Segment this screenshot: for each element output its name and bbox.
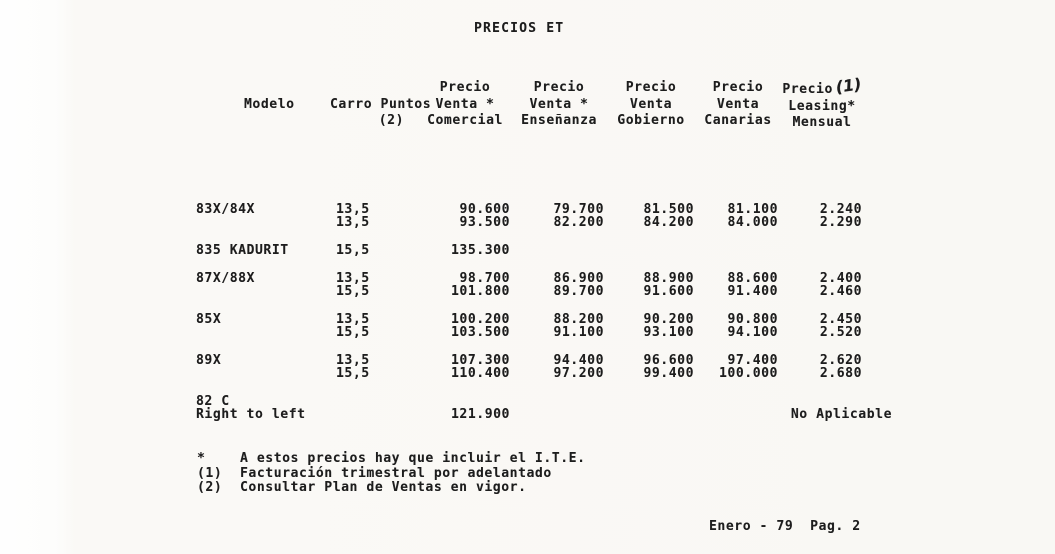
cell-precio-ensenanza: 91.100 <box>553 325 604 340</box>
footnote-text: Consultar Plan de Ventas en vigor. <box>240 480 527 496</box>
cell-modelo <box>196 216 330 229</box>
cell-precio-canarias: 81.100 <box>727 202 778 217</box>
cell-precio-leasing: 2.620 <box>819 353 862 368</box>
cell-precio-gobierno: 91.600 <box>643 284 694 299</box>
cell-carro-puntos: 15,5 <box>336 243 370 258</box>
cell-precio-gobierno: 84.200 <box>643 215 694 230</box>
cell-precio-canarias: 94.100 <box>727 325 778 340</box>
cell-precio-canarias: 97.400 <box>727 353 778 368</box>
cell-precio-ensenanza: 79.700 <box>553 202 604 217</box>
cell-precio-gobierno: 90.200 <box>643 312 694 327</box>
cell-precio-leasing: 2.460 <box>819 284 862 299</box>
header-gobierno-line3: Gobierno <box>617 113 685 128</box>
table-row <box>196 407 892 422</box>
header-canarias-line1: Precio <box>712 80 764 95</box>
cell-precio-gobierno: 99.400 <box>643 366 694 381</box>
cell-modelo: Right to left <box>196 407 306 422</box>
cell-precio-canarias: 90.800 <box>727 312 778 327</box>
cell-precio-ensenanza <box>512 244 606 257</box>
cell-precio-gobierno: 81.500 <box>643 202 694 217</box>
cell-precio-comercial: 110.400 <box>451 366 510 381</box>
cell-precio-gobierno: 96.600 <box>643 353 694 368</box>
header-leasing-line2: Leasing* <box>788 98 856 114</box>
cell-precio-leasing: 2.680 <box>819 366 862 381</box>
cell-precio-ensenanza <box>512 395 606 408</box>
header-precio-canarias <box>696 80 780 132</box>
header-canarias-line3: Canarias <box>704 113 772 128</box>
header-gobierno-line2: Venta <box>629 96 673 112</box>
cell-modelo: 85X <box>196 312 222 327</box>
cell-precio-ensenanza <box>512 408 606 421</box>
footnote-marker: (2) <box>197 480 223 496</box>
cell-carro-puntos: 13,5 <box>336 312 370 327</box>
cell-precio-ensenanza: 97.200 <box>553 366 604 381</box>
cell-precio-gobierno <box>606 244 696 257</box>
cell-precio-comercial: 121.900 <box>451 407 510 422</box>
header-ensenanza-line1: Precio <box>533 80 585 95</box>
cell-modelo: 89X <box>196 353 222 368</box>
header-leasing-precio: Precio <box>782 82 833 97</box>
cell-precio-ensenanza: 89.700 <box>553 284 604 299</box>
header-leasing-line1 <box>780 74 864 99</box>
cell-precio-comercial: 98.700 <box>459 271 510 286</box>
cell-precio-gobierno: 88.900 <box>643 271 694 286</box>
cell-precio-ensenanza: 82.200 <box>553 215 604 230</box>
header-canarias-line2: Venta <box>716 96 760 112</box>
price-table-body <box>196 202 892 422</box>
header-leasing-line3: Mensual <box>792 115 852 130</box>
cell-precio-gobierno <box>606 408 696 421</box>
cell-precio-comercial: 93.500 <box>459 215 510 230</box>
cell-carro-puntos: 13,5 <box>336 215 370 230</box>
footnote-asterisk <box>197 452 586 467</box>
cell-carro-puntos: 13,5 <box>336 353 370 368</box>
cell-precio-comercial: 103.500 <box>451 325 510 340</box>
footnote-text: Facturación trimestral por adelantado <box>240 465 552 481</box>
cell-carro-puntos <box>330 395 418 408</box>
footnote-1 <box>197 467 586 482</box>
footnote-marker: * <box>197 451 206 466</box>
cell-precio-canarias <box>696 244 780 257</box>
cell-precio-comercial: 90.600 <box>459 202 510 217</box>
header-modelo-label: Modelo <box>244 96 295 112</box>
cell-precio-comercial: 100.200 <box>451 312 510 327</box>
cell-precio-ensenanza: 86.900 <box>553 271 604 286</box>
cell-precio-comercial: 135.300 <box>451 243 510 258</box>
cell-precio-canarias: 91.400 <box>727 284 778 299</box>
cell-carro-puntos: 15,5 <box>336 325 370 340</box>
cell-precio-leasing <box>780 244 864 257</box>
page-footer-date: Enero - 79 Pag. 2 <box>709 519 861 534</box>
header-comercial-line1: Precio <box>439 80 491 95</box>
cell-precio-canarias <box>696 408 780 421</box>
cell-precio-ensenanza: 88.200 <box>553 312 604 327</box>
footnotes-block <box>197 452 586 496</box>
header-precio-leasing <box>780 74 864 132</box>
table-row <box>196 326 864 339</box>
cell-precio-canarias <box>696 395 780 408</box>
header-precio-ensenanza <box>512 80 606 132</box>
cell-carro-puntos: 13,5 <box>336 271 370 286</box>
table-row <box>196 367 864 380</box>
header-ensenanza-line3: Enseñanza <box>521 113 597 128</box>
cell-precio-leasing: No Aplicable <box>790 407 892 422</box>
header-modelo <box>196 80 330 132</box>
cell-precio-canarias: 84.000 <box>727 215 778 230</box>
cell-precio-leasing: 2.450 <box>819 312 862 327</box>
header-comercial-line2: Venta * <box>435 96 495 112</box>
cell-carro-puntos: 15,5 <box>336 284 370 299</box>
cell-modelo <box>196 326 330 339</box>
table-row <box>196 216 864 229</box>
header-comercial-line3: Comercial <box>427 113 503 128</box>
cell-precio-leasing: 2.240 <box>819 202 862 217</box>
cell-precio-ensenanza: 94.400 <box>553 353 604 368</box>
header-ensenanza-line2: Venta * <box>529 96 589 112</box>
cell-precio-leasing: 2.400 <box>819 271 862 286</box>
cell-precio-canarias: 88.600 <box>727 271 778 286</box>
footnote-text: A estos precios hay que incluir el I.T.E. <box>240 451 586 466</box>
header-precio-comercial <box>418 80 512 132</box>
table-row <box>196 244 864 257</box>
header-gobierno-line1: Precio <box>625 80 677 95</box>
cell-modelo: 82 C <box>196 394 230 409</box>
cell-precio-gobierno <box>606 395 696 408</box>
cell-modelo <box>196 367 330 380</box>
cell-precio-leasing: 2.290 <box>819 215 862 230</box>
cell-precio-canarias: 100.000 <box>719 366 778 381</box>
footnote-2 <box>197 481 586 496</box>
cell-precio-comercial: 107.300 <box>451 353 510 368</box>
cell-modelo: 83X/84X <box>196 202 255 217</box>
cell-precio-gobierno: 93.100 <box>643 325 694 340</box>
table-row <box>196 285 864 298</box>
cell-carro-puntos <box>330 408 418 421</box>
cell-carro-puntos: 13,5 <box>336 202 370 217</box>
header-precio-gobierno <box>606 80 696 132</box>
table-header <box>196 74 864 132</box>
cell-carro-puntos: 15,5 <box>336 366 370 381</box>
cell-precio-leasing: 2.520 <box>819 325 862 340</box>
cell-modelo: 87X/88X <box>196 271 255 286</box>
cell-modelo <box>196 285 330 298</box>
footnote-marker: (1) <box>197 465 223 481</box>
cell-precio-comercial: 101.800 <box>451 284 510 299</box>
cell-modelo: 835 KADURIT <box>196 243 289 258</box>
handwritten-note-1: (1) <box>834 74 863 97</box>
header-carro-puntos <box>330 80 432 132</box>
header-carro-line2: (2) <box>378 113 404 128</box>
page-title: PRECIOS ET <box>474 21 565 36</box>
header-carro-line1: Carro Puntos <box>330 96 432 112</box>
